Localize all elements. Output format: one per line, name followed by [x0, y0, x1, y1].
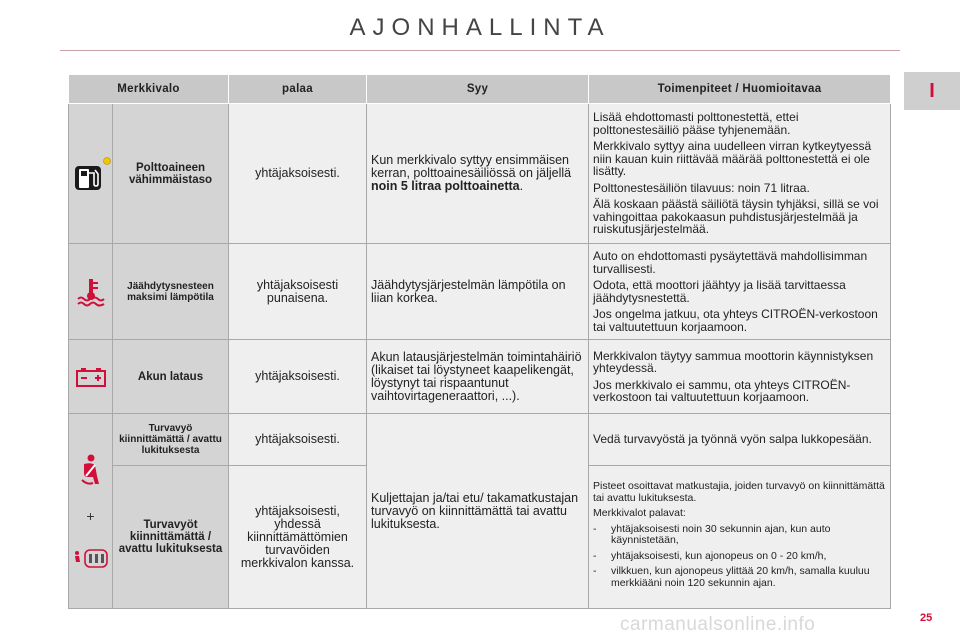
seatbelt-icon: [79, 454, 103, 486]
seatbelt-warning-name: Turvavyö kiinnittämättä / avattu lukituksesta: [113, 414, 229, 466]
fuel-action-2: Merkkivalo syttyy aina uudelleen virran kytkeytyessä niin kauan kuin riittävää määrää polttonestettä ei ole lisätty.: [593, 139, 872, 179]
warning-lights-table: [68, 74, 891, 609]
battery-warning-name: Akun lataus: [113, 340, 229, 414]
battery-action-2: Jos merkkivalo ei sammu, ota yhteys CITROËN-verkostoon tai valtuutettuun korjaamoon.: [593, 377, 851, 404]
list-item: [593, 524, 886, 547]
header-action: Toimenpiteet / Huomioitavaa: [589, 75, 891, 104]
table-header-row: [69, 75, 891, 104]
seatbelt-warning-action: Vedä turvavyöstä ja työnnä vyön salpa lukkopesään.: [589, 414, 891, 466]
header-warning-light: Merkkivalo: [69, 75, 229, 104]
coolant-warning-cause: Jäähdytysjärjestelmän lämpötila on liian korkea.: [367, 244, 589, 340]
battery-icon-cell: [69, 340, 113, 414]
battery-warning-when: yhtäjaksoisesti.: [229, 340, 367, 414]
table-row: [69, 244, 891, 340]
bullet-mark: -: [593, 549, 597, 562]
seatbelts-action-1: Pisteet osoittavat matkustajia, joiden turvavyö on kiinnittämättä tai avattu lukituksesta.: [593, 480, 885, 504]
fuel-pump-icon: [73, 157, 111, 191]
fuel-cause-end: .: [519, 179, 524, 193]
seatbelt-warning-when: yhtäjaksoisesti.: [229, 414, 367, 466]
fuel-action-4: Älä koskaan päästä säiliötä täysin tyhjäksi, sillä se voi vahingoittaa pakokaasun puhdistusjärjestelmää ja ruiskutusjärjestelmää.: [593, 197, 879, 237]
coolant-warning-name: Jäähdytysnesteen maksimi lämpötila: [113, 244, 229, 340]
battery-warning-cause: Akun latausjärjestelmän toimintahäiriö (likaiset tai löystyneet kaapelikengät, löystynyt tai rispaantunut vaihtovirtageneraattori, ...).: [367, 340, 589, 414]
table-row: [69, 340, 891, 414]
battery-icon: [75, 366, 107, 388]
title-divider: [60, 50, 900, 51]
fuel-icon-cell: [69, 104, 113, 244]
fuel-warning-when: yhtäjaksoisesti.: [229, 104, 367, 244]
seatbelts-warning-action: [589, 466, 891, 609]
coolant-warning-action: [589, 244, 891, 340]
fuel-warning-cause: [367, 104, 589, 244]
coolant-icon-cell: [69, 244, 113, 340]
coolant-action-2: Odota, että moottori jäähtyy ja lisää tarvittaessa jäähdytysnestettä.: [593, 278, 846, 305]
header-lit: palaa: [229, 75, 367, 104]
list-item: [593, 551, 886, 563]
seatbelts-warning-when: yhtäjaksoisesti, yhdessä kiinnittämättömien turvavöiden merkkivalon kanssa.: [229, 466, 367, 609]
table-row: [69, 414, 891, 466]
bullet-text: yhtäjaksoisesti, kun ajonopeus on 0 - 20 km/h,: [611, 549, 827, 562]
fuel-cause-bold: noin 5 litraa polttoainetta: [371, 179, 520, 193]
coolant-temperature-icon: [75, 277, 107, 307]
fuel-warning-name: Polttoaineen vähimmäistaso: [113, 104, 229, 244]
bullet-mark: -: [593, 522, 597, 535]
seat-display-icon: [73, 547, 109, 569]
coolant-action-3: Jos ongelma jatkuu, ota yhteys CITROËN-verkostoon tai valtuutettuun korjaamoon.: [593, 307, 878, 334]
bullet-mark: -: [593, 565, 597, 577]
seatbelt-warning-cause: Kuljettajan ja/tai etu/ takamatkustajan turvavyö on kiinnittämättä tai avattu lukituksesta.: [367, 414, 589, 609]
seatbelts-warning-name: Turvavyöt kiinnittämättä / avattu lukituksesta: [113, 466, 229, 609]
seatbelt-icon-cell: [69, 414, 113, 609]
page-number: 25: [920, 612, 933, 624]
seatbelts-action-2: Merkkivalot palavat:: [593, 507, 686, 519]
bullet-text: vilkkuen, kun ajonopeus ylittää 20 km/h, samalla kuuluu merkkiääni noin 120 sekunnin ajan.: [611, 565, 870, 589]
coolant-warning-when: yhtäjaksoisesti punaisena.: [229, 244, 367, 340]
fuel-cause-text: Kun merkkivalo syttyy ensimmäisen kerran, polttoainesäiliössä on jäljellä: [371, 153, 572, 180]
table-row: [69, 104, 891, 244]
fuel-action-3: Polttonestesäiliön tilavuus: noin 71 litraa.: [593, 180, 810, 195]
watermark: carmanualsonline.info: [620, 614, 816, 635]
chapter-tab[interactable]: I: [904, 72, 960, 110]
plus-sign: +: [86, 507, 95, 524]
battery-warning-action: [589, 340, 891, 414]
list-item: [593, 566, 886, 589]
fuel-action-1: Lisää ehdottomasti polttonestettä, ettei polttonestesäiliö pääse tyhjenemään.: [593, 110, 799, 137]
header-cause: Syy: [367, 75, 589, 104]
coolant-action-1: Auto on ehdottomasti pysäytettävä mahdollisimman turvallisesti.: [593, 249, 868, 276]
battery-action-1: Merkkivalon täytyy sammua moottorin käynnistyksen yhteydessä.: [593, 348, 874, 375]
bullet-text: yhtäjaksoisesti noin 30 sekunnin ajan, kun auto käynnistetään,: [611, 522, 831, 546]
fuel-warning-action: [589, 104, 891, 244]
page-title: AJONHALLINTA: [349, 14, 611, 41]
